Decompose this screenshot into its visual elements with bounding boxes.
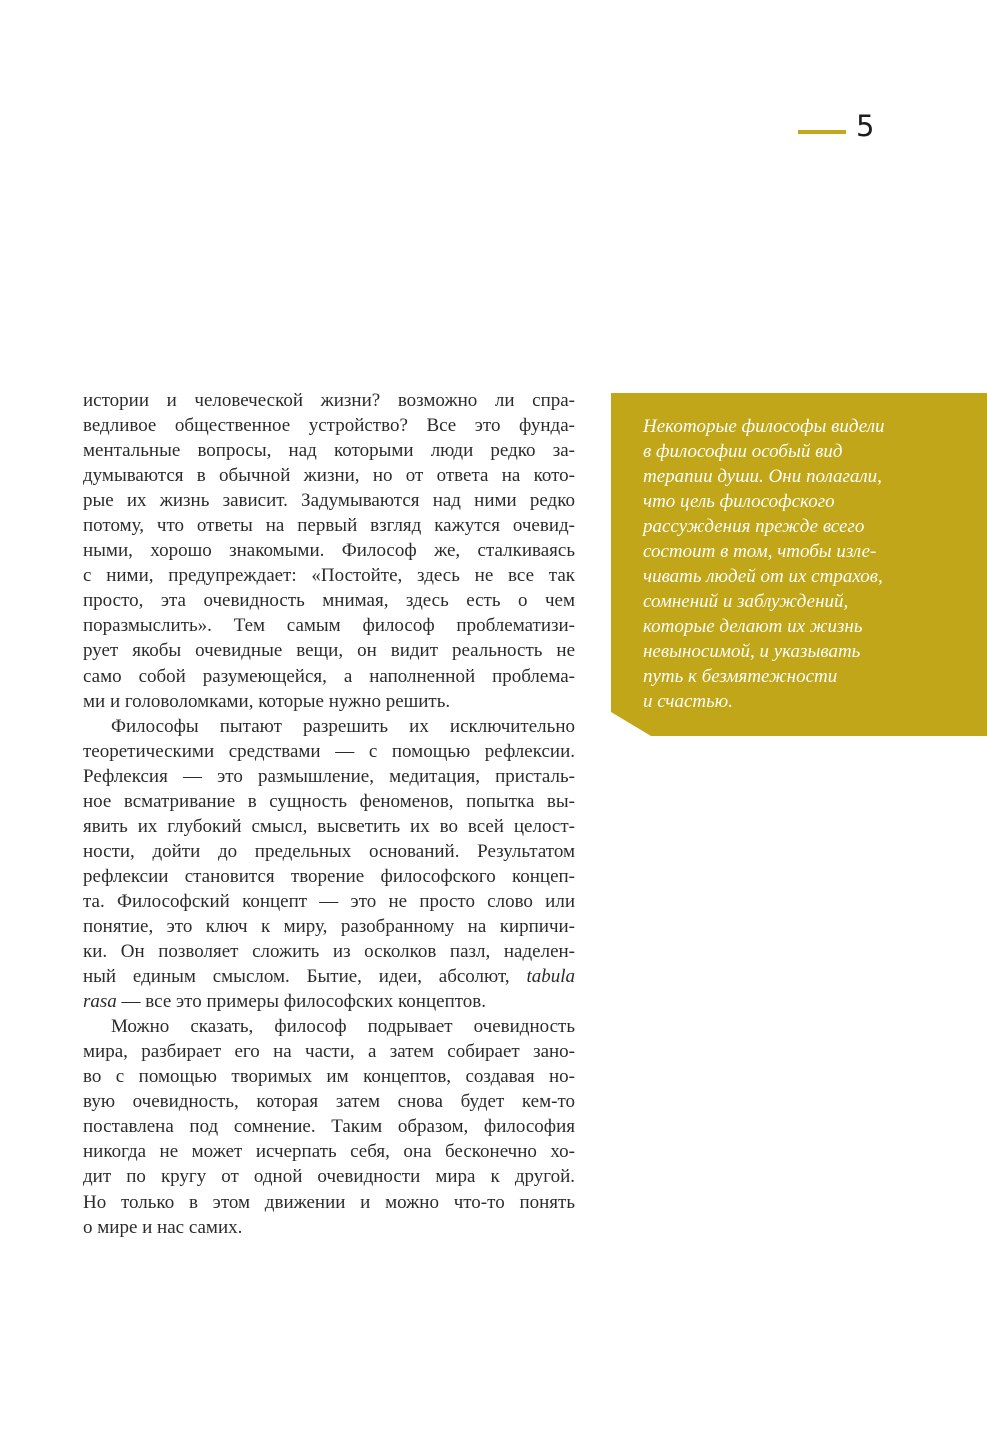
text-line: дит по кругу от одной очевидности мира к другой. [83, 1166, 575, 1188]
text-line: Но только в этом движении и можно что-то понять [83, 1191, 575, 1213]
sidebar-line: путь к безмятежности [643, 666, 838, 687]
text-segment: ный единым смыслом. Бытие, идеи, абсолют, [83, 966, 510, 988]
text-line: ное всматривание в сущность феноменов, попытка вы- [83, 790, 575, 812]
sidebar-line: чивать людей от их страхов, [643, 566, 883, 587]
sidebar-line: что цель философского [643, 491, 835, 512]
text-line: Рефлексия — это размышление, медитация, присталь- [83, 765, 575, 787]
text-line: та. Философский концепт — это не просто слово или [83, 890, 575, 912]
page-number: 5 [856, 109, 875, 143]
text-line: потому, что ответы на первый взгляд кажутся очевид- [83, 515, 575, 537]
text-line: понятие, это ключ к миру, разобранному на кирпичи- [83, 915, 575, 937]
main-text [83, 388, 575, 1240]
text-line: поразмыслить». Тем самым философ проблематизи- [83, 615, 575, 637]
text-line [83, 964, 575, 989]
text-line: о мире и нас самих. [83, 1216, 243, 1238]
page-number-rule [798, 130, 846, 134]
text-line: ными, хорошо знакомыми. Философ же, сталкиваясь [83, 540, 575, 562]
paragraph-1 [83, 388, 575, 714]
text-line: рефлексии становится творение философского концеп- [83, 865, 575, 887]
sidebar-line: невыносимой, и указывать [643, 641, 861, 662]
text-line: никогда не может исчерпать себя, она бесконечно хо- [83, 1141, 575, 1163]
text-line: поставлена под сомнение. Таким образом, философия [83, 1116, 575, 1138]
text-line: рует якобы очевидные вещи, он видит реальность не [83, 640, 575, 662]
text-line: ности, дойти до предельных оснований. Результатом [83, 840, 575, 862]
paragraph-2 [83, 714, 575, 1015]
paragraph-3 [83, 1014, 575, 1239]
text-line: вую очевидность, которая затем снова будет кем-то [83, 1091, 575, 1113]
text-line: просто, эта очевидность мнимая, здесь есть о чем [83, 590, 575, 612]
text-line: явить их глубокий смысл, высветить их во всей целост- [83, 815, 575, 837]
text-line [83, 989, 575, 1014]
text-line: истории и человеческой жизни? возможно ли спра- [83, 390, 575, 411]
italic-term: rasa [83, 991, 117, 1013]
text-line: Философы пытают разрешить их исключительно [111, 715, 575, 737]
text-line: рые их жизнь зависит. Задумываются над ними редко [83, 490, 575, 512]
text-line: ведливое общественное устройство? Все это фунда- [83, 415, 575, 437]
sidebar-line: которые делают их жизнь [643, 616, 863, 637]
sidebar-line: сомнений и заблуждений, [643, 591, 849, 612]
text-line: ментальные вопросы, над которыми люди редко за- [83, 440, 575, 462]
sidebar-line: в философии особый вид [643, 441, 843, 462]
sidebar-quote [643, 414, 963, 714]
text-line: ми и головоломками, которые нужно решить. [83, 690, 451, 712]
sidebar-line: Некоторые философы видели [643, 416, 885, 437]
sidebar-line: терапии души. Они полагали, [643, 466, 882, 487]
text-segment: — все это примеры философских концептов. [121, 991, 487, 1013]
sidebar-line: состоит в том, чтобы изле- [643, 541, 877, 562]
text-line: Можно сказать, философ подрывает очевидность [111, 1016, 575, 1038]
text-line: думываются в обычной жизни, но от ответа на кото- [83, 465, 575, 487]
text-line: во с помощью творимых им концептов, создавая но- [83, 1066, 575, 1088]
italic-term: tabula [526, 966, 575, 988]
sidebar-line: и счастью. [643, 691, 733, 712]
sidebar-line: рассуждения прежде всего [643, 516, 865, 537]
text-line: теоретическими средствами — с помощью рефлексии. [83, 740, 575, 762]
text-line: мира, разбирает его на части, а затем собирает зано- [83, 1041, 575, 1063]
text-line: с ними, предупреждает: «Постойте, здесь не все так [83, 565, 575, 587]
text-line: само собой разумеющейся, а наполненной проблема- [83, 665, 575, 687]
text-line: ки. Он позволяет сложить из осколков пазл, наделен- [83, 941, 575, 963]
